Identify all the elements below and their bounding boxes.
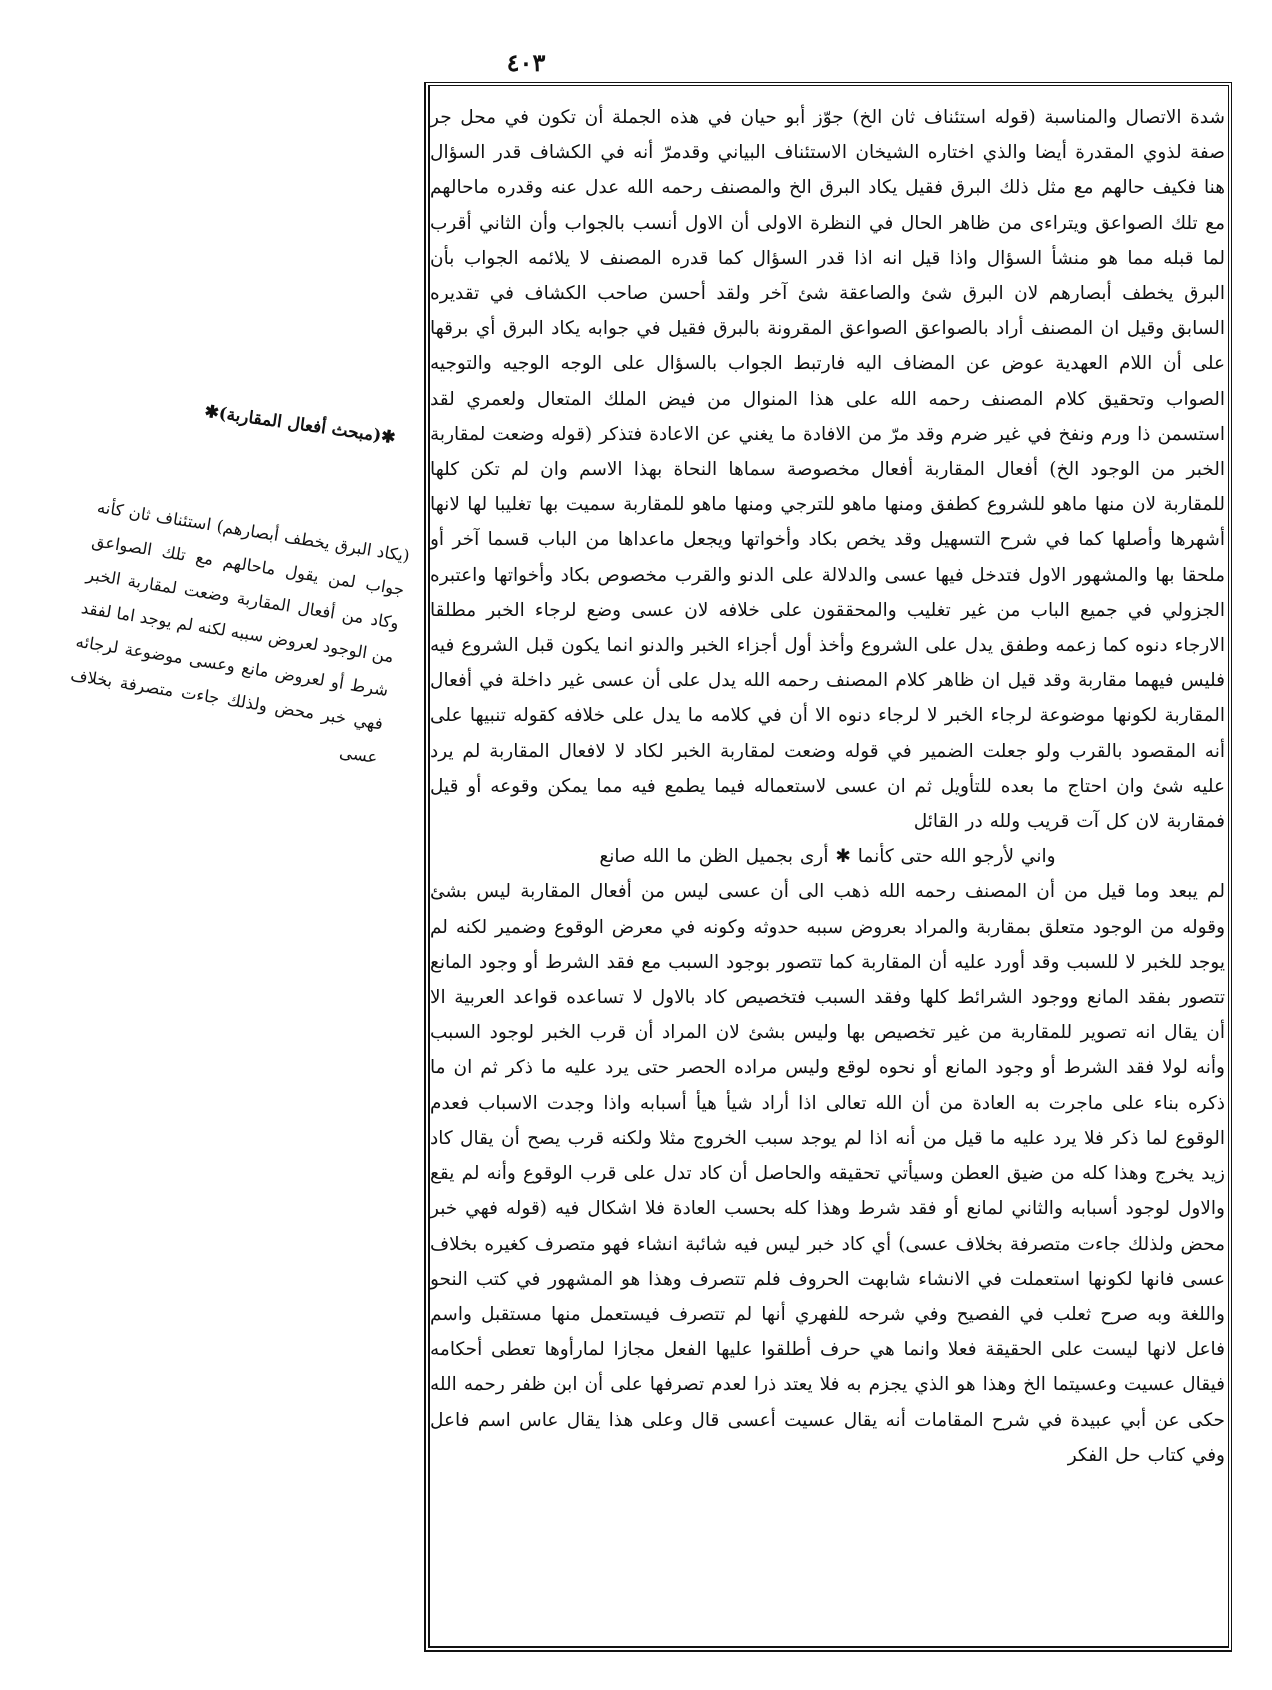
- main-paragraph-1: شدة الاتصال والمناسبة (قوله استئناف ثان الخ) جوّز أبو حيان في هذه الجملة أن تكون في محل جر صفة لذوي المقدرة أيضا والذي اختاره الشيخان الاستئناف البياني وقدمرّ أنه في الكشاف قدر السؤال هنا فكيف حالهم مع مثل ذلك البرق فقيل يكاد البرق الخ والمصنف رحمه الله عدل عنه وقدره ماحالهم مع تلك الصواعق ويتراءى من ظاهر الحال في النظرة الاولى أن الاول أنسب بالجواب وأن الثاني أقرب لما قبله مما هو منشأ السؤال واذا قيل انه اذا قدر السؤال كما قدره المصنف لا يلائمه الجواب بأن البرق يخطف أبصارهم لان البرق شئ والصاعقة شئ آخر ولقد أحسن صاحب الكشاف في تقديره السابق وقيل ان المصنف أراد بالصواعق الصواعق المقرونة بالبرق فقيل في جوابه يكاد البرق أي برقها على أن اللام العهدية عوض عن المضاف اليه فارتبط الجواب بالسؤال على الوجه الوجيه والتوجيه الصواب وتحقيق كلام المصنف رحمه الله على هذا المنوال من فيض الملك المتعال ولعمري لقد استسمن ذا ورم ونفخ في غير ضرم وقد مرّ من الافادة ما يغني عن الاعادة فتذكر (قوله وضعت لمقاربة الخبر من الوجود الخ) أفعال المقاربة أفعال مخصوصة سماها النحاة بهذا الاسم وان لم تكن كلها للمقاربة لان منها ماهو للشروع كطفق ومنها ماهو للترجي ومنها ماهو للمقاربة سميت بها تغليبا لها لانها أشهرها وأصلها كما في شرح التسهيل وقد يخص بكاد وأخواتها ويجعل ماعداها من الباب قسما آخر أو ملحقا بها والمشهور الاول فتدخل فيها عسى والدلالة على الدنو والقرب مخصوص بكاد وأخواتها واعتبره الجزولي في جميع الباب من غير تغليب والمحققون على خلافه لان عسى وضع لرجاء الخبر مطلقا الارجاء دنوه كما زعمه وطفق يدل على الشروع وأخذ أول أجزاء الخبر والدنو انما يكون قبل الشروع فيه فليس فيهما مقاربة وقد قيل ان ظاهر كلام المصنف رحمه الله يدل على أن عسى غير داخلة في أفعال المقاربة لكونها موضوعة لرجاء الخبر لا لرجاء دنوه الا أن في كلامه ما يدل على خلافه كقوله تنبيها على أنه المقصود بالقرب ولو جعلت الضمير في قوله وضعت لمقاربة الخبر لكاد لا لافعال المقاربة لم يرد عليه شئ وان احتاج ما بعده للتأويل ثم ان عسى لاستعماله فيما يطمع فيه مما يمكن وقوعه أو قيل فمقاربة لان كل آت قريب ولله در القائل: [430, 107, 1225, 833]
- poetry-verse: واني لأرجو الله حتى كأنما ✱ أرى بجميل الظن ما الله صانع: [599, 846, 1056, 868]
- page-number: ٤٠٣: [506, 48, 546, 77]
- main-text-body: [430, 100, 1225, 1473]
- main-paragraph-2: لم يبعد وما قيل من أن المصنف رحمه الله ذهب الى أن عسى ليس من أفعال المقاربة ليس بشئ وقوله من الوجود متعلق بمقاربة والمراد بعروض سببه حدوثه وكونه في معرض الوقوع وضمير لكنه لم يوجد للخبر لا للسبب وقد أورد عليه أن المقاربة كما تتصور بوجود السبب مع فقد الشرط أو وجود المانع تتصور بفقد المانع ووجود الشرائط كلها وفقد السبب فتخصيص كاد بالاول لا تساعده قواعد العربية الا أن يقال انه تصوير للمقاربة من غير تخصيص بها وليس بشئ لان المراد أن قرب الخبر لوجود السبب وأنه لولا فقد الشرط أو وجود المانع أو نحوه لوقع وليس مراده الحصر حتى يرد عليه ما ذكر ثم ان ما ذكره بناء على ماجرت به العادة من أن الله تعالى اذا أراد شيأ هيأ أسبابه واذا وجدت الاسباب فعدم الوقوع لما ذكر فلا يرد عليه ما قيل من أنه اذا لم يوجد سبب الخروج مثلا ولكنه قرب يصح أن يقال كاد زيد يخرج وهذا كله من ضيق العطن وسيأتي تحقيقه والحاصل أن كاد تدل على قرب الوقوع وأنه لم يقع والاول لوجود أسبابه والثاني لمانع أو فقد شرط وهذا كله بحسب العادة فلا اشكال فيه (قوله فهي خبر محض ولذلك جاءت متصرفة بخلاف عسى) أي كاد خبر ليس فيه شائبة انشاء فهو متصرف كغيره بخلاف عسى فانها لكونها استعملت في الانشاء شابهت الحروف فلم تتصرف وهذا هو المشهور في كتب النحو واللغة وبه صرح ثعلب في الفصيح وفي شرحه للفهري أنها لم تتصرف فيستعمل منها مستقبل واسم فاعل لانها ليست على الحقيقة فعلا وانما هي حرف أطلقوا عليها الفعل مجازا لمارأوها تعطى أحكامه فيقال عسيت وعسيتما الخ وهذا هو الذي يجزم به فلا يعتد ذرا لعدم تصرفها على أن ابن ظفر رحمه الله حكى عن أبي عبيدة في شرح المقامات أنه يقال عسيت أعسى قال وعلى هذا يقال عاس اسم فاعل وفي كتاب حل الفكر: [430, 881, 1225, 1466]
- margin-section-title: ✱(مبحث أفعال المقاربة)✱: [203, 401, 397, 449]
- margin-commentary-note: (يكاد البرق يخطف أبصارهم) استئناف ثان كأنه جواب لمن يقول ماحالهم مع تلك الصواعق وكاد من أفعال المقاربة وضعت لمقاربة الخبر من الوجود لعروض سببه لكنه لم يوجد اما لفقد شرط أو لعروض مانع وعسى موضوعة لرجائه فهي خبر محض ولذلك جاءت متصرفة بخلاف عسى: [69, 497, 411, 768]
